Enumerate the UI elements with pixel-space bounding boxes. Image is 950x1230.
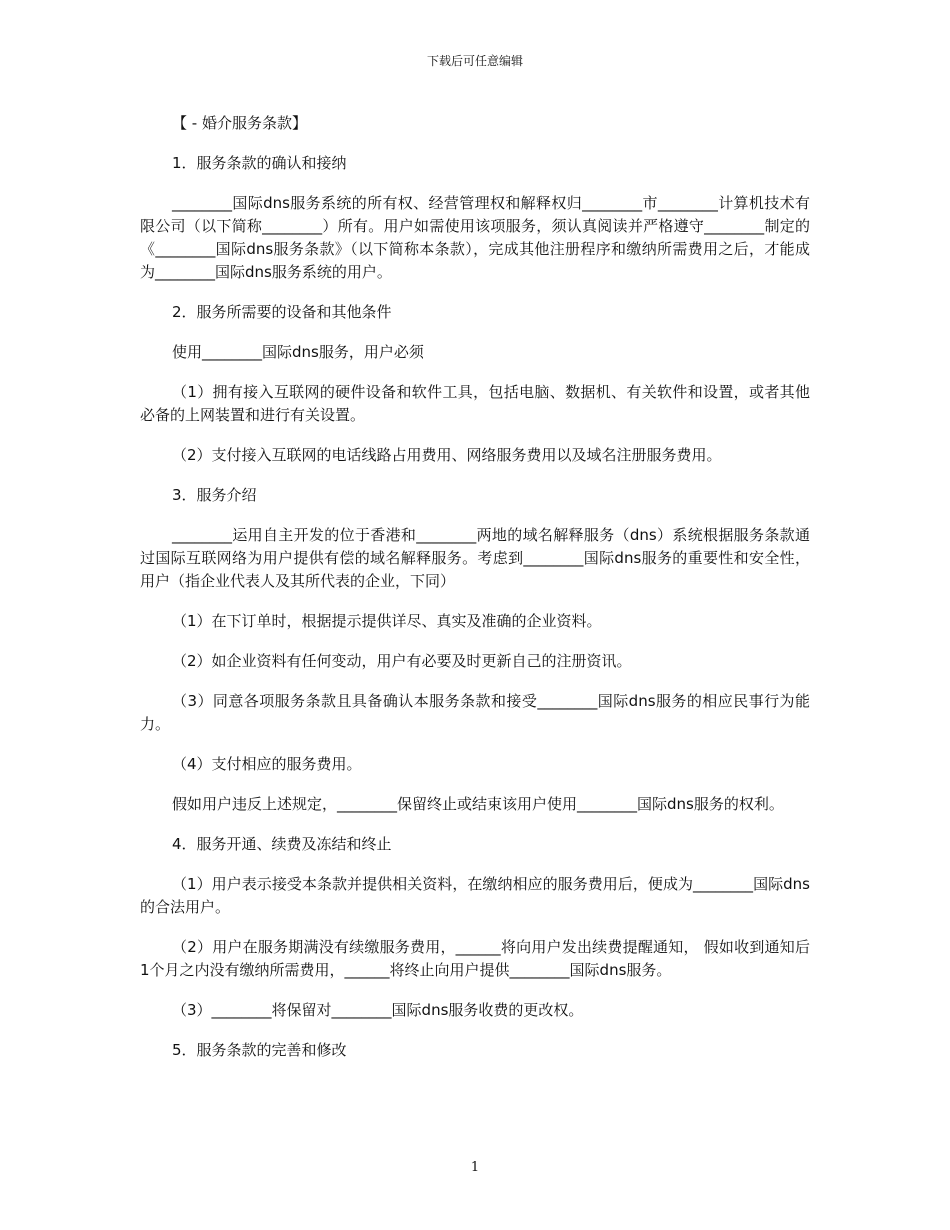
page-number: 1 (470, 1160, 480, 1175)
section-heading-1: 1．服务条款的确认和接纳 (172, 154, 347, 172)
list-item: （2）支付接入互联网的电话线路占用费用、网络服务费用以及域名注册服务费用。 (172, 446, 722, 464)
list-item: （2）用户在服务期满没有续缴服务费用，______将向用户发出续费提醒通知， 假如收到通知后1个月之内没有缴纳所需费用，______将终止向用户提供________国际dns服务。 (140, 938, 810, 979)
paragraph: 使用________国际dns服务，用户必须 (172, 343, 424, 361)
section-heading-4: 4．服务开通、续费及冻结和终止 (172, 835, 392, 853)
list-item: （2）如企业资料有任何变动，用户有必要及时更新自己的注册资讯。 (172, 652, 632, 670)
list-item: （3）________将保留对________国际dns服务收费的更改权。 (172, 1001, 584, 1019)
list-item: （3）同意各项服务条款且具备确认本服务条款和接受________国际dns服务的相应民事行为能力。 (140, 692, 810, 733)
section-heading-5: 5．服务条款的完善和修改 (172, 1041, 347, 1059)
document-body (140, 112, 810, 1079)
list-item: （1）用户表示接受本条款并提供相关资料，在缴纳相应的服务费用后，便成为________国际dns的合法用户。 (140, 875, 810, 916)
paragraph: ________国际dns服务系统的所有权、经营管理权和解释权归________市________计算机技术有限公司（以下简称________）所有。用户如需使用该项服务，须认真阅读并严格遵守________制定的《________国际dns服务条款》（以下简称本条款），完成其他注册程序和缴纳所需费用之后，才能成为________国际dns服务系统的用户。 (140, 194, 810, 281)
paragraph: 假如用户违反上述规定，________保留终止或结束该用户使用________国际dns服务的权利。 (172, 795, 784, 813)
page-header: 下载后可任意编辑 (426, 54, 523, 68)
document-title: 【 - 婚介服务条款】 (172, 114, 307, 132)
section-heading-3: 3．服务介绍 (172, 486, 257, 504)
list-item: （1）拥有接入互联网的硬件设备和软件工具，包括电脑、数据机、有关软件和设置，或者其他必备的上网装置和进行有关设置。 (140, 383, 810, 424)
paragraph: ________运用自主开发的位于香港和________两地的域名解释服务（dns）系统根据服务条款通过国际互联网络为用户提供有偿的域名解释服务。考虑到________国际dns服务的重要性和安全性，用户（指企业代表人及其所代表的企业，下同） (140, 526, 810, 590)
list-item: （1）在下订单时，根据提示提供详尽、真实及准确的企业资料。 (172, 612, 602, 630)
list-item: （4）支付相应的服务费用。 (172, 755, 362, 773)
section-heading-2: 2．服务所需要的设备和其他条件 (172, 303, 392, 321)
